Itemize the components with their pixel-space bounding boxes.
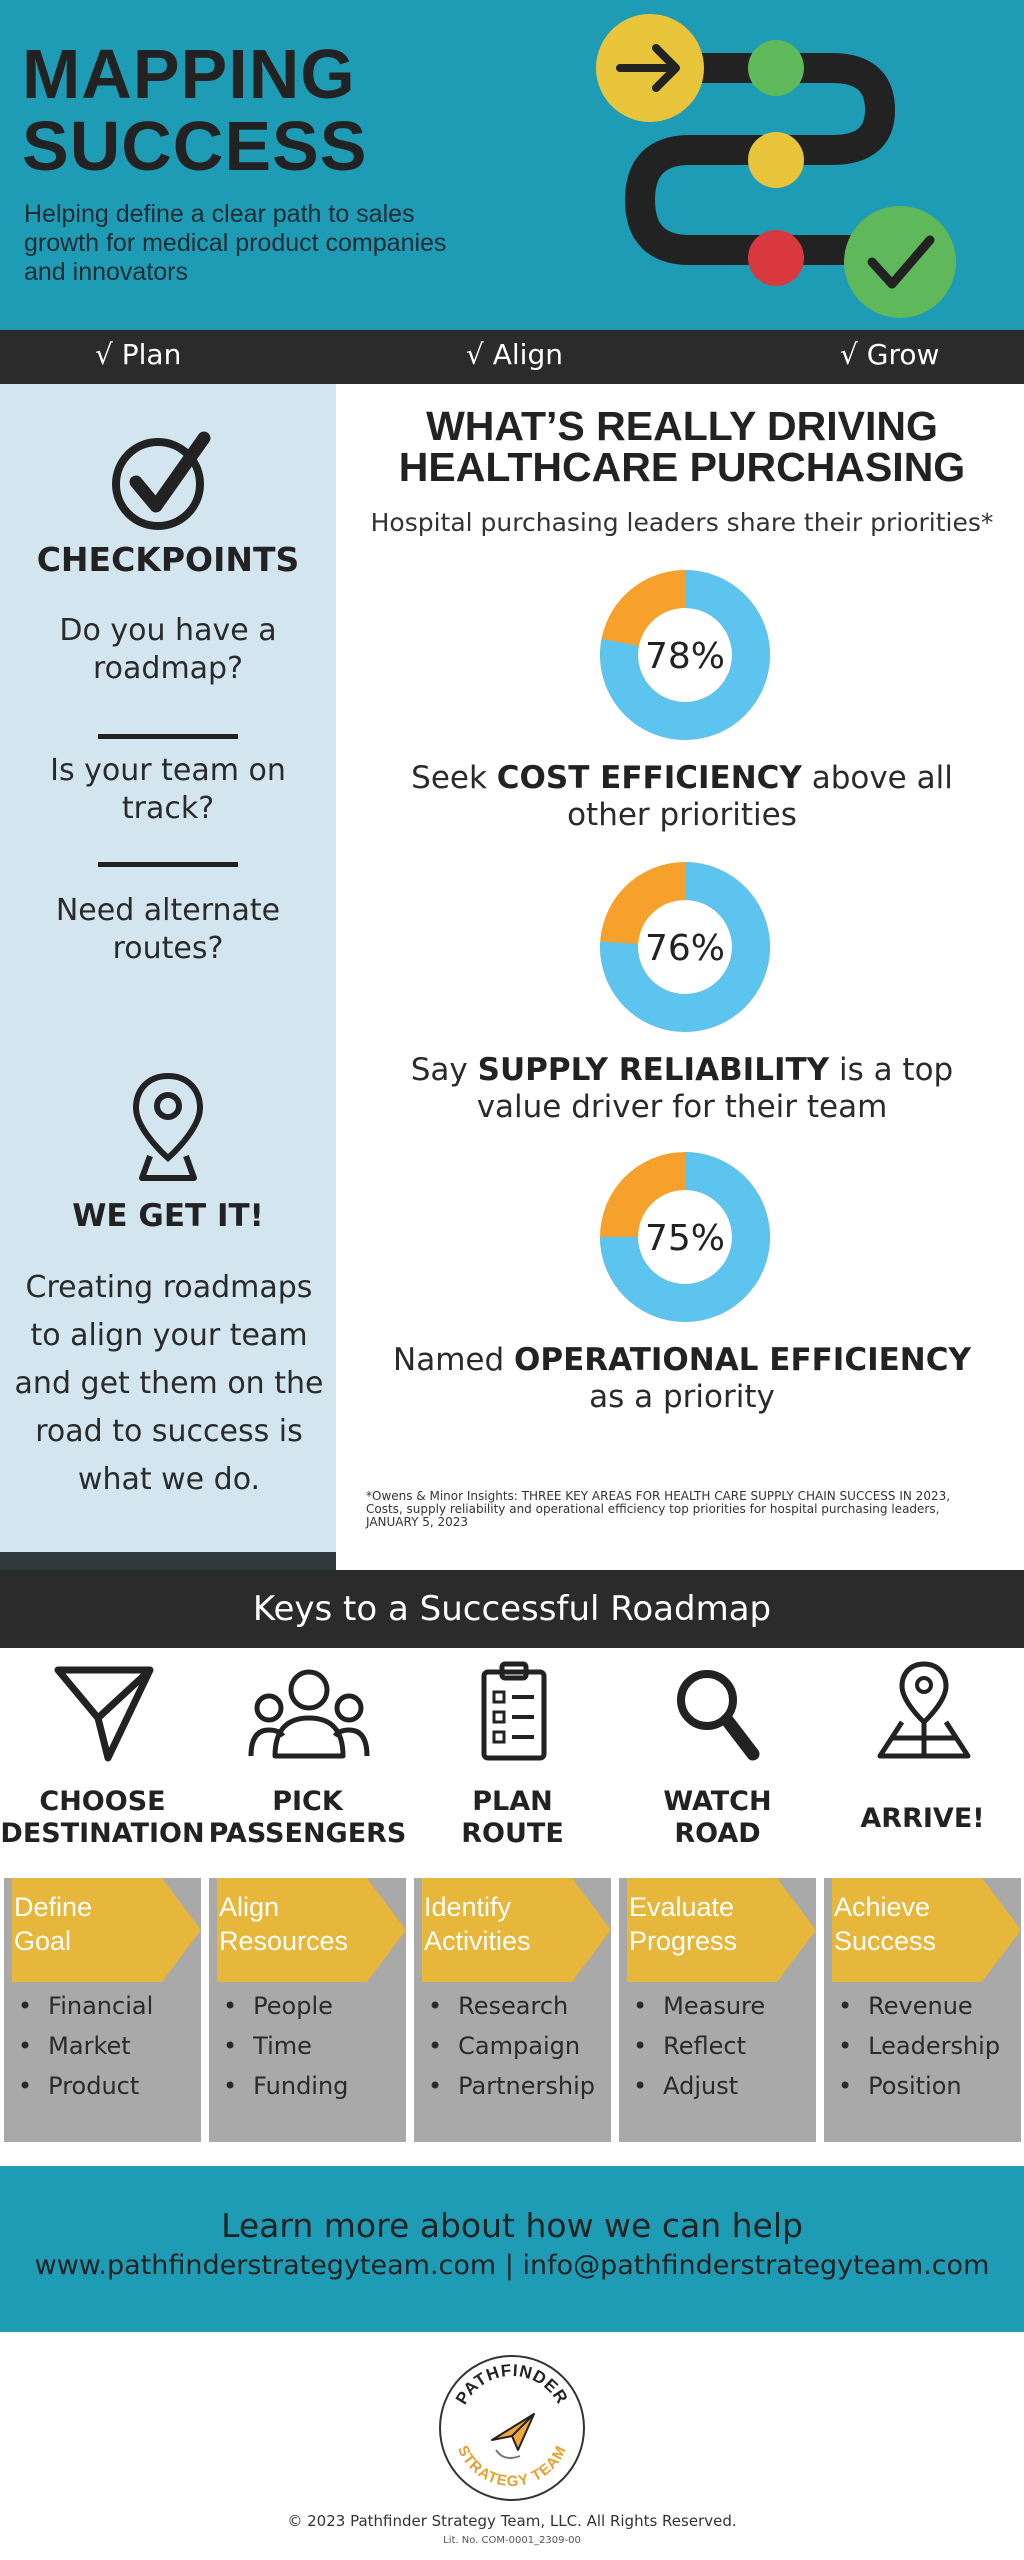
page-title — [22, 35, 368, 185]
card-align-resources — [209, 1878, 406, 2142]
headline-line-2: HEALTHCARE PURCHASING — [398, 444, 966, 490]
question-roadmap: Do you have a roadmap? — [59, 613, 277, 686]
headline-line-1: WHAT’S REALLY DRIVING — [426, 403, 938, 449]
stat-line-2: other priorities — [567, 797, 797, 833]
step-pick-passengers — [205, 1648, 410, 1878]
stat-emphasis: COST EFFICIENCY — [496, 760, 802, 796]
map-pin-icon — [872, 1660, 976, 1764]
license-number: Lit. No. COM-0001_2309-00 — [443, 2535, 581, 2546]
copyright: © 2023 Pathfinder Strategy Team, LLC. All Rights Reserved. — [287, 2512, 737, 2530]
panel-bottom-strip — [0, 1552, 336, 1570]
step-watch-road — [615, 1648, 820, 1878]
pillars-bar — [0, 330, 1024, 384]
title-line-2: SUCCESS — [22, 107, 368, 185]
question-track: Is your team on track? — [50, 753, 286, 826]
card-list — [633, 1986, 765, 2106]
stat-line-1: Named OPERATIONAL EFFICIENCY — [393, 1342, 971, 1378]
card-title: Define Goal — [14, 1892, 93, 1956]
svg-text:STRATEGY TEAM: STRATEGY TEAM — [453, 2442, 571, 2491]
stat-emphasis: OPERATIONAL EFFICIENCY — [514, 1342, 971, 1378]
title-line-1: MAPPING — [22, 35, 356, 113]
page-subtitle: Helping define a clear path to sales growth for medical product companies and innovators — [24, 200, 447, 286]
step-label: ARRIVE! — [860, 1803, 985, 1834]
donut-chart-cost — [600, 570, 770, 740]
donut-percent-label: 78% — [644, 636, 726, 677]
step-plan-route — [410, 1648, 615, 1878]
learn-more-banner — [0, 2166, 1024, 2332]
red-dot-icon — [748, 230, 804, 286]
card-list — [838, 1986, 1000, 2106]
card-evaluate-progress — [619, 1878, 816, 2142]
stat-line-2: as a priority — [589, 1379, 775, 1415]
card-achieve-success — [824, 1878, 1021, 2142]
donut-percent-label: 75% — [644, 1218, 726, 1259]
svg-text:PATHFINDER: PATHFINDER — [451, 2360, 572, 2408]
clipboard-checklist-icon — [462, 1660, 566, 1764]
divider — [98, 734, 238, 739]
list-item: • Market — [18, 2026, 153, 2066]
card-list — [223, 1986, 348, 2106]
list-item: • Measure — [633, 1986, 765, 2026]
list-item: • Time — [223, 2026, 348, 2066]
yellow-dot-icon — [748, 132, 804, 188]
list-item: • Research — [428, 1986, 595, 2026]
list-item: • Funding — [223, 2066, 348, 2106]
list-item: • Reflect — [633, 2026, 765, 2066]
driving-headline — [340, 403, 1024, 490]
stat-supply-reliability — [340, 1052, 1024, 1126]
step-label: PLAN ROUTE — [461, 1786, 564, 1849]
card-define-goal — [4, 1878, 201, 2142]
card-title: Evaluate Progress — [629, 1892, 738, 1956]
we-get-it-heading: WE GET IT! — [72, 1198, 264, 1234]
people-icon — [247, 1660, 371, 1764]
donut-chart-supply — [600, 862, 770, 1032]
learn-more-heading: Learn more about how we can help — [221, 2206, 803, 2245]
list-item: • Position — [838, 2066, 1000, 2106]
card-title: Identify Activities — [424, 1892, 531, 1956]
step-label: PICK PASSENGERS — [208, 1786, 407, 1849]
list-item: • Revenue — [838, 1986, 1000, 2026]
step-label: WATCH ROAD — [663, 1786, 772, 1849]
pillar-align: √ Align — [466, 338, 563, 371]
list-item: • Financial — [18, 1986, 153, 2026]
we-get-it-text: Creating roadmaps to align your team and get them on the road to success is what we do. — [14, 1270, 324, 1497]
header-banner — [0, 0, 1024, 330]
list-item: • Leadership — [838, 2026, 1000, 2066]
checkpoints-heading: CHECKPOINTS — [36, 540, 300, 579]
paper-plane-icon — [52, 1660, 156, 1764]
card-title: Align Resources — [219, 1892, 349, 1956]
card-list — [428, 1986, 595, 2106]
stat-operational-efficiency — [340, 1342, 1024, 1416]
stat-line-1: Seek COST EFFICIENCY above all — [411, 760, 953, 796]
green-dot-icon — [748, 40, 804, 96]
keys-title: Keys to a Successful Roadmap — [252, 1589, 772, 1629]
pathfinder-logo — [436, 2352, 588, 2504]
stat-line-1: Say SUPPLY RELIABILITY is a top — [410, 1052, 954, 1088]
divider — [98, 862, 238, 867]
card-list — [18, 1986, 153, 2106]
stat-line-2: value driver for their team — [476, 1089, 888, 1125]
keys-bar — [0, 1570, 1024, 1648]
checkmark-circle-icon — [108, 424, 218, 534]
source-footnote: *Owens & Minor Insights: THREE KEY AREAS FOR HEALTH CARE SUPPLY CHAIN SUCCESS IN 2023, Costs, supply reliability and operational efficiency top priorities for hospital purchasing leaders, JANUARY 5, 2023 — [366, 1489, 951, 1529]
step-choose-destination — [0, 1648, 205, 1878]
driving-intro: Hospital purchasing leaders share their priorities* — [370, 508, 994, 537]
question-routes: Need alternate routes? — [55, 893, 281, 966]
stat-emphasis: SUPPLY RELIABILITY — [477, 1052, 830, 1088]
donut-percent-label: 76% — [644, 928, 726, 969]
card-identify-activities — [414, 1878, 611, 2142]
road-path-graphic — [580, 0, 1024, 330]
check-circle-icon — [844, 206, 956, 318]
step-arrive — [820, 1648, 1024, 1878]
list-item: • People — [223, 1986, 348, 2026]
pillar-grow: √ Grow — [840, 338, 940, 371]
stat-cost-efficiency — [340, 760, 1024, 834]
contact-info[interactable]: www.pathfinderstrategyteam.com | info@pathfinderstrategyteam.com — [34, 2250, 990, 2281]
list-item: • Partnership — [428, 2066, 595, 2106]
step-label: CHOOSE DESTINATION — [0, 1786, 205, 1849]
card-title: Achieve Success — [834, 1892, 937, 1956]
donut-chart-operational — [600, 1152, 770, 1322]
magnifier-icon — [667, 1660, 771, 1764]
list-item: • Adjust — [633, 2066, 765, 2106]
location-pin-icon — [128, 1070, 208, 1182]
list-item: • Product — [18, 2066, 153, 2106]
checkpoints-panel — [0, 384, 336, 1570]
list-item: • Campaign — [428, 2026, 595, 2066]
pillar-plan: √ Plan — [95, 338, 182, 371]
